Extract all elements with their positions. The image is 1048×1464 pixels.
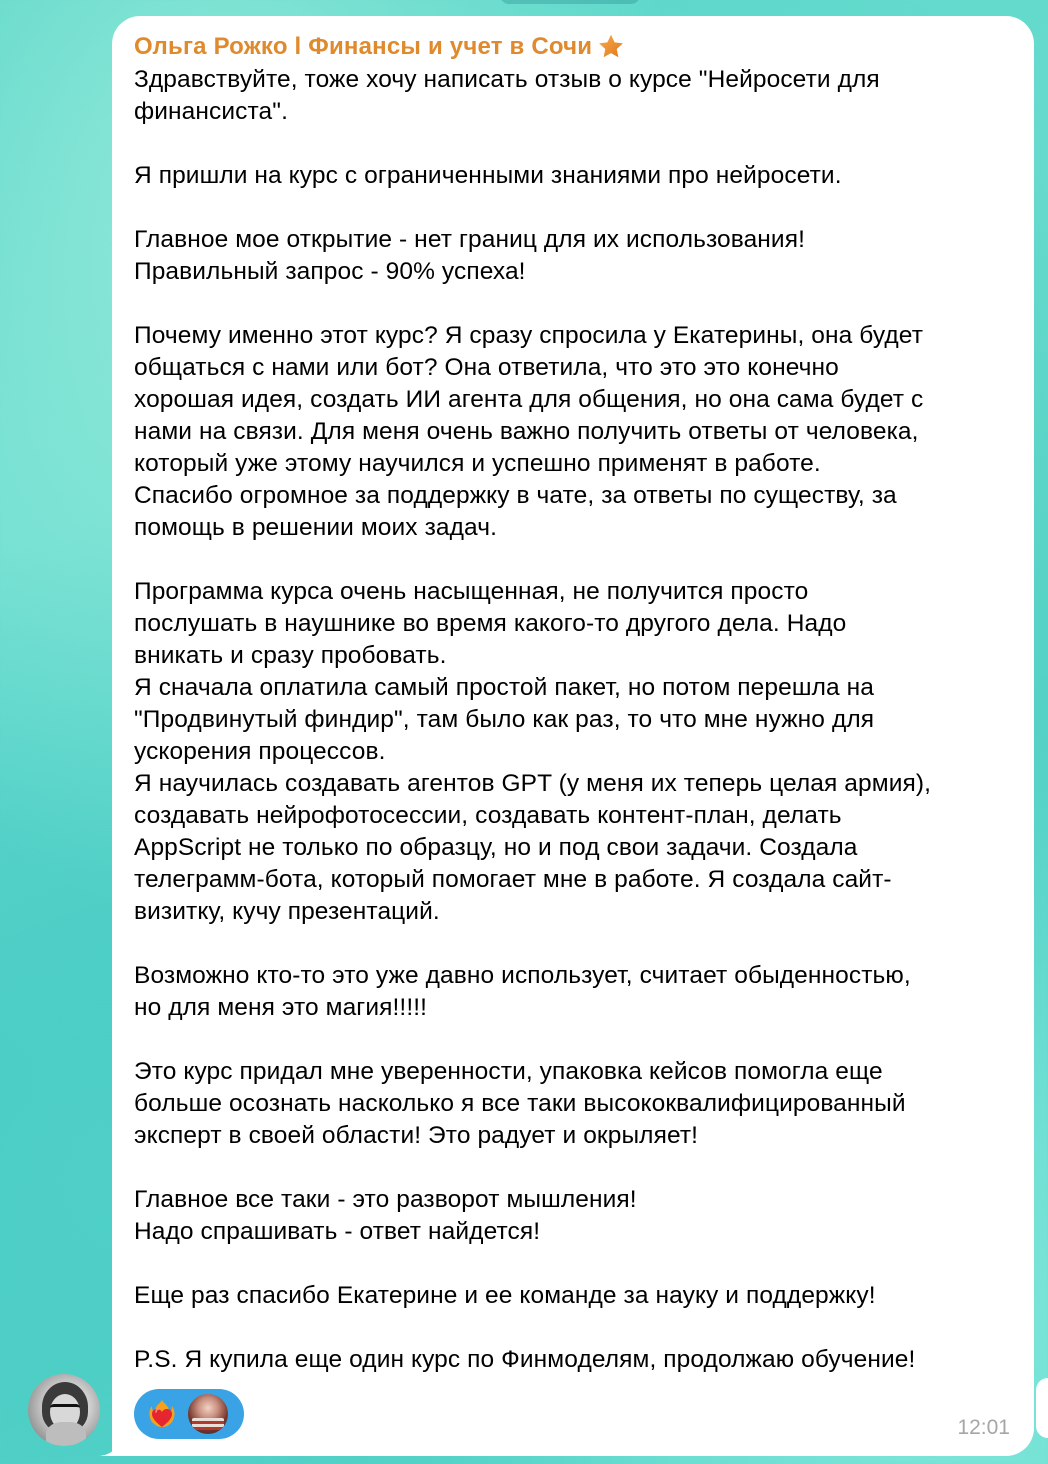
message-line: Программа курса очень насыщенная, не получится просто [134, 578, 809, 605]
message-line: Я сначала оплатила самый простой пакет, но потом перешла на [134, 674, 874, 701]
message-paragraph [134, 1184, 1024, 1248]
message-line: эксперт в своей области! Это радует и окрыляет! [134, 1122, 699, 1149]
message-line: Спасибо огромное за поддержку в чате, за ответы по существу, за [134, 482, 897, 509]
avatar-glasses [50, 1404, 80, 1415]
message-line: Главное мое открытие - нет границ для их использования! [134, 226, 805, 253]
message-text [134, 64, 1024, 1376]
message-line: Главное все таки - это разворот мышления! [134, 1186, 637, 1213]
message-line: Правильный запрос - 90% успеха! [134, 258, 526, 285]
message-line: Я пришли на курс с ограниченными знаниями про нейросети. [134, 162, 842, 189]
message-line: хорошая идея, создать ИИ агента для общения, но она сама будет с [134, 386, 924, 413]
heart-on-fire-icon [144, 1396, 180, 1432]
message-line: Возможно кто-то это уже давно использует, считает обыденностью, [134, 962, 911, 989]
star-icon [596, 32, 626, 62]
message-line: общаться с нами или бот? Она ответила, что это это конечно [134, 354, 839, 381]
sender-name-text: Ольга Рожко l Финансы и учет в Сочи [134, 33, 593, 60]
message-line: телеграмм-бота, который помогает мне в работе. Я создала сайт- [134, 866, 892, 893]
message-bubble[interactable] [112, 16, 1034, 1456]
avatar-hand [46, 1422, 86, 1446]
message-line: но для меня это магия!!!!! [134, 994, 428, 1021]
message-line: вникать и сразу пробовать. [134, 642, 447, 669]
message-line: Почему именно этот курс? Я сразу спросила у Екатерины, она будет [134, 322, 924, 349]
message-time: 12:01 [957, 1416, 1010, 1439]
message-line: нами на связи. Для меня очень важно получить ответы от человека, [134, 418, 919, 445]
message-line: AppScript не только по образцу, но и под свои задачи. Создала [134, 834, 858, 861]
message-line: ускорения процессов. [134, 738, 386, 765]
message-paragraph [134, 1344, 1024, 1376]
message-line: финансиста". [134, 98, 288, 125]
message-line: Еще раз спасибо Екатерине и ее команде за науку и поддержку! [134, 1282, 876, 1309]
message-line: больше осознать насколько я все таки высококвалифицированный [134, 1090, 906, 1117]
reactor-avatar-icon [186, 1392, 230, 1436]
message-paragraph [134, 1056, 1024, 1152]
message-line: P.S. Я купила еще один курс по Финмоделям, продолжаю обучение! [134, 1346, 916, 1373]
message-line: Я научилась создавать агентов GPT (у меня их теперь целая армия), [134, 770, 932, 797]
message-line: "Продвинутый финдир", там было как раз, то что мне нужно для [134, 706, 875, 733]
sender-name[interactable] [134, 32, 626, 62]
message-paragraph [134, 320, 1024, 544]
adjacent-bubble-edge [1036, 1378, 1048, 1438]
message-line: Здравствуйте, тоже хочу написать отзыв о курсе "Нейросети для [134, 66, 880, 93]
message-paragraph [134, 64, 1024, 128]
sender-avatar[interactable] [28, 1374, 100, 1446]
message-line: Это курс придал мне уверенности, упаковка кейсов помогла еще [134, 1058, 883, 1085]
message-line: визитку, кучу презентаций. [134, 898, 440, 925]
message-line: который уже этому научился и успешно применят в работе. [134, 450, 821, 477]
message-line: послушать в наушнике во время какого-то другого дела. Надо [134, 610, 847, 637]
top-scroll-indicator [500, 0, 640, 4]
reactions-pill[interactable] [134, 1389, 244, 1439]
message-paragraph [134, 160, 1024, 192]
message-line: Надо спрашивать - ответ найдется! [134, 1218, 541, 1245]
message-paragraph [134, 224, 1024, 288]
message-paragraph [134, 1280, 1024, 1312]
message-paragraph [134, 576, 1024, 928]
message-line: помощь в решении моих задач. [134, 514, 497, 541]
message-paragraph [134, 960, 1024, 1024]
message-line: создавать нейрофотосессии, создавать контент-план, делать [134, 802, 842, 829]
